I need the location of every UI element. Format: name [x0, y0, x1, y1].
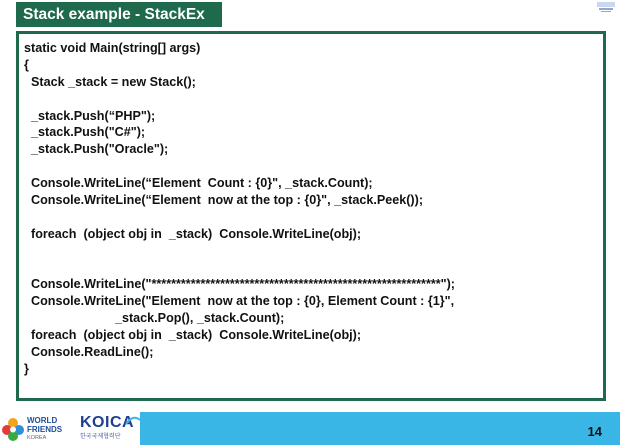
koica-logo — [80, 414, 140, 444]
code-line: foreach (object obj in _stack) Console.WriteLine(obj); — [24, 328, 362, 343]
code-line: Console.WriteLine(“Element now at the top : {0}", _stack.Peek()); — [24, 193, 424, 208]
code-box — [16, 31, 606, 401]
page-number: 14 — [587, 424, 602, 439]
code-line: _stack.Push("C#"); — [24, 125, 146, 140]
world-friends-line2: FRIENDS — [27, 425, 63, 434]
koica-swoosh-icon — [125, 416, 141, 426]
koica-korean-name: 한국국제협력단 — [80, 434, 121, 440]
world-friends-line3: KOREA — [27, 435, 47, 441]
world-friends-flower-icon — [2, 417, 24, 441]
code-line — [24, 91, 603, 108]
code-line: Console.WriteLine("***********************************************************"); — [24, 277, 456, 292]
code-line — [24, 209, 603, 226]
koica-name: KOICA — [80, 414, 135, 431]
code-line: } — [24, 361, 29, 376]
code-line: Console.WriteLine(“Element Count : {0}", _stack.Count); — [24, 176, 373, 191]
slide-title: Stack example - StackEx — [16, 2, 222, 27]
code-line — [24, 260, 603, 277]
code-line: _stack.Pop(), _stack.Count); — [24, 311, 285, 326]
code-line: Stack _stack = new Stack(); — [24, 74, 196, 89]
code-line — [24, 243, 603, 260]
code-line: Console.WriteLine("Element now at the top : {0}, Element Count : {1}", — [24, 294, 455, 309]
world-friends-logo — [2, 414, 72, 444]
code-line: _stack.Push(“PHP"); — [24, 108, 156, 123]
code-line: { — [24, 57, 29, 72]
code-line: Console.ReadLine(); — [24, 345, 154, 360]
code-line: static void Main(string[] args) — [24, 41, 201, 55]
code-line — [24, 158, 603, 175]
corner-logo-icon — [595, 0, 617, 14]
code-line: _stack.Push("Oracle"); — [24, 142, 169, 157]
code-line: foreach (object obj in _stack) Console.WriteLine(obj); — [24, 226, 362, 241]
world-friends-line1: WORLD — [27, 416, 58, 425]
